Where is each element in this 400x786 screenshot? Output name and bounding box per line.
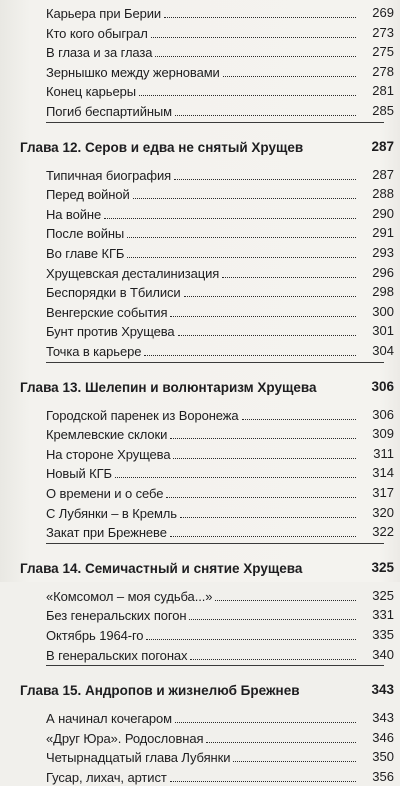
dot-leader [184, 296, 356, 297]
toc-entry-title: Зернышко между жерновами [46, 64, 220, 80]
toc-entry[interactable] [0, 23, 400, 42]
toc-entry-page-number: 275 [372, 44, 394, 60]
chapter-title: Глава 12. Серов и едва не снятый Хрущев [20, 139, 304, 155]
dot-leader [178, 335, 356, 336]
toc-entry[interactable] [0, 405, 400, 424]
dot-leader [170, 536, 356, 537]
toc-entry-title: Погиб беспартийным [46, 104, 173, 119]
toc-entry[interactable] [0, 223, 400, 242]
toc-entry[interactable] [0, 42, 400, 61]
toc-entry-page-number: 343 [372, 710, 394, 726]
toc-entry[interactable] [0, 165, 400, 184]
toc-entry-title: «Друг Юра». Родословная [46, 730, 204, 746]
toc-entry-page-number: 314 [372, 465, 394, 481]
toc-entry[interactable] [0, 503, 400, 522]
toc-entry[interactable] [0, 341, 400, 360]
toc-entry-line [46, 424, 358, 443]
toc-entry[interactable] [0, 302, 400, 321]
toc-entry-title: На стороне Хрущева [46, 446, 171, 462]
toc-entry[interactable] [0, 81, 400, 100]
chapter-title-line [20, 558, 358, 578]
toc-entry[interactable] [0, 586, 400, 605]
dot-leader [151, 37, 356, 38]
toc-entry[interactable] [0, 645, 400, 664]
toc-entry-title: Кто кого обыграл [46, 25, 148, 41]
toc-entry-page-number: 304 [372, 343, 394, 358]
chapter-heading[interactable] [20, 377, 394, 399]
toc-entry-title: Точка в карьере [46, 344, 142, 359]
dot-leader [215, 600, 356, 601]
toc-entry-line [46, 165, 358, 184]
chapter-page-number: 325 [371, 559, 394, 575]
dot-leader [170, 781, 356, 782]
toc-entry-line [46, 62, 358, 81]
dot-leader [190, 659, 356, 660]
toc-entry-title: Четырнадцатый глава Лубянки [46, 750, 231, 766]
dot-leader [175, 115, 356, 116]
toc-entry-page-number: 350 [372, 749, 394, 765]
toc-entry-title: Конец карьеры [46, 84, 136, 100]
toc-entry-page-number: 296 [372, 264, 394, 280]
dot-leader [104, 218, 356, 219]
toc-entry-page-number: 298 [372, 284, 394, 300]
toc-entry-title: Во главе КГБ [46, 246, 125, 261]
toc-entry-title: Октябрь 1964-го [46, 628, 144, 643]
toc-entry[interactable] [0, 62, 400, 81]
toc-entry-line [46, 282, 358, 301]
toc-entry-line [46, 184, 358, 203]
section-rule [46, 665, 384, 666]
toc-entry[interactable] [0, 444, 400, 463]
dot-leader [146, 639, 356, 640]
toc-entry-page-number: 290 [372, 205, 394, 221]
toc-entry-line [46, 23, 358, 42]
toc-entry-page-number: 300 [372, 303, 394, 319]
dot-leader [139, 95, 356, 96]
toc-entry-title: В генеральских погонах [46, 647, 188, 663]
toc-entry-title: «Комсомол – моя судьба...» [46, 588, 213, 604]
toc-entry-page-number: 278 [372, 63, 394, 79]
toc-entry-line [46, 522, 358, 541]
toc-entry[interactable] [0, 747, 400, 766]
toc-entry-line [46, 302, 358, 321]
section-rule [46, 122, 384, 123]
toc-entry-line [46, 503, 358, 522]
toc-entry[interactable] [0, 101, 400, 120]
chapter-page-number: 287 [371, 138, 394, 154]
dot-leader [133, 198, 356, 199]
toc-entry-title: В глаза и за глаза [46, 45, 153, 61]
dot-leader [127, 257, 356, 258]
toc-entry-line [46, 101, 358, 120]
toc-entry[interactable] [0, 708, 400, 727]
toc-entry[interactable] [0, 522, 400, 541]
toc-entry-page-number: 285 [372, 103, 394, 118]
toc-entry-line [46, 586, 358, 605]
toc-entry-line [46, 625, 358, 644]
toc-entry-page-number: 325 [372, 587, 394, 603]
toc-entry-title: Карьера при Берии [46, 6, 162, 21]
toc-entry-title: О времени и о себе [46, 486, 164, 501]
dot-leader [173, 458, 356, 459]
toc-entry-title: Кремлевские склоки [46, 427, 168, 443]
dot-leader [170, 316, 356, 317]
toc-entry-title: Бунт против Хрущева [46, 324, 175, 340]
toc-entry-page-number: 356 [372, 769, 394, 784]
dot-leader [222, 277, 356, 278]
chapter-heading[interactable] [20, 137, 394, 159]
toc-entry-page-number: 311 [373, 445, 394, 461]
toc-entry-page-number: 340 [372, 646, 394, 662]
toc-entry-page-number: 287 [372, 166, 394, 182]
dot-leader [155, 56, 356, 57]
toc-entry[interactable] [0, 728, 400, 747]
toc-entry-line [46, 728, 358, 747]
toc-entry-line [46, 341, 358, 360]
dot-leader [189, 619, 356, 620]
dot-leader [175, 722, 356, 723]
toc-entry-line [46, 42, 358, 61]
chapter-title: Глава 15. Андропов и жизнелюб Брежнев [20, 683, 300, 699]
chapter-title-line [20, 377, 358, 397]
toc-entry[interactable] [0, 424, 400, 443]
toc-entry-page-number: 293 [372, 245, 394, 260]
toc-entry-line [46, 645, 358, 664]
toc-entry-page-number: 288 [372, 186, 394, 202]
toc-entry[interactable] [0, 767, 400, 786]
toc-entry-page-number: 301 [372, 323, 394, 339]
chapter-title-line [20, 680, 358, 700]
toc-entry-line [46, 605, 358, 624]
toc-entry-line [46, 263, 358, 282]
dot-leader [127, 237, 356, 238]
toc-entry-page-number: 269 [372, 5, 394, 20]
toc-entry[interactable] [0, 263, 400, 282]
toc-entry-page-number: 306 [372, 406, 394, 422]
chapter-title: Глава 14. Семичастный и снятие Хрущева [20, 560, 303, 576]
toc-entry[interactable] [0, 204, 400, 223]
toc-entry[interactable] [0, 605, 400, 624]
chapter-title: Глава 13. Шелепин и волюнтаризм Хрущева [20, 379, 317, 395]
dot-leader [242, 419, 356, 420]
toc-entry-page-number: 291 [372, 225, 394, 241]
toc-entry-page-number: 273 [372, 24, 394, 40]
toc-entry-line [46, 321, 358, 340]
toc-entry-title: С Лубянки – в Кремль [46, 505, 177, 521]
toc-entry-line [46, 223, 358, 242]
toc-entry-page-number: 346 [372, 729, 394, 745]
chapter-page-number: 343 [371, 682, 394, 698]
toc-entry-line [46, 767, 358, 786]
toc-entry-title: Венгерские события [46, 304, 168, 320]
toc-entry-title: А начинал кочегаром [46, 711, 173, 727]
toc-entry-page-number: 322 [372, 524, 394, 540]
section-rule [46, 543, 384, 544]
toc-entry-page-number: 320 [372, 504, 394, 520]
dot-leader [164, 17, 356, 18]
toc-entry-line [46, 463, 358, 482]
toc-entry-line [46, 81, 358, 100]
toc-entry-title: Беспорядки в Тбилиси [46, 285, 181, 301]
dot-leader [144, 355, 356, 356]
toc-entry-title: Новый КГБ [46, 466, 112, 482]
toc-entry-title: Типичная биография [46, 167, 172, 183]
dot-leader [233, 761, 356, 762]
toc-entry[interactable] [0, 321, 400, 340]
dot-leader [115, 477, 356, 478]
section-rule [46, 362, 384, 363]
dot-leader [180, 517, 356, 518]
chapter-page-number: 306 [371, 378, 394, 394]
toc-entry-line [46, 3, 358, 22]
dot-leader [170, 438, 356, 439]
toc-entry[interactable] [0, 243, 400, 262]
chapter-heading[interactable] [20, 680, 394, 702]
toc-entry[interactable] [0, 184, 400, 203]
dot-leader [166, 497, 356, 498]
toc-entry-title: Перед войной [46, 187, 130, 203]
toc-entry[interactable] [0, 3, 400, 22]
toc-entry-title: Хрущевская десталинизация [46, 265, 220, 281]
toc-entry-page-number: 331 [372, 607, 394, 623]
chapter-heading[interactable] [20, 558, 394, 580]
chapter-title-line [20, 137, 358, 157]
toc-entry[interactable] [0, 463, 400, 482]
toc-entry-title: Гусар, лихач, артист [46, 770, 167, 785]
toc-entry-title: Без генеральских погон [46, 608, 187, 624]
toc-entry-line [46, 405, 358, 424]
dot-leader [206, 742, 356, 743]
dot-leader [223, 76, 356, 77]
toc-entry[interactable] [0, 483, 400, 502]
toc-entry-page-number: 317 [372, 485, 394, 500]
toc-entry-line [46, 204, 358, 223]
toc-entry-title: На войне [46, 206, 102, 222]
toc-entry-line [46, 708, 358, 727]
toc-entry-title: Закат при Брежневе [46, 525, 167, 541]
toc-entry-line [46, 747, 358, 766]
toc-entry[interactable] [0, 282, 400, 301]
toc-entry-page-number: 335 [372, 627, 394, 642]
dot-leader [174, 179, 356, 180]
toc-entry-line [46, 483, 358, 502]
toc-entry-title: Городской паренек из Воронежа [46, 407, 239, 423]
toc-entry-page-number: 281 [372, 83, 394, 99]
toc-entry-page-number: 309 [372, 426, 394, 442]
toc-entry[interactable] [0, 625, 400, 644]
toc-entry-line [46, 444, 358, 463]
toc-entry-title: После войны [46, 226, 125, 242]
toc-entry-line [46, 243, 358, 262]
